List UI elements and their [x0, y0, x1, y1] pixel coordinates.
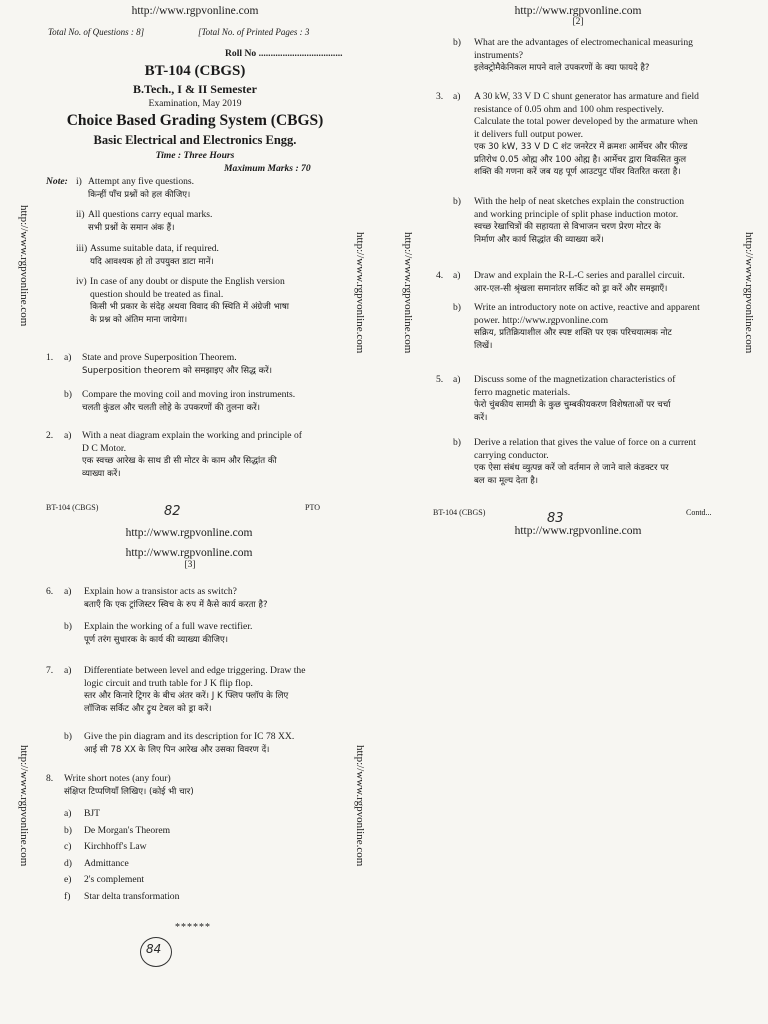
- q5a-text: Discuss some of the magnetization characteristics of ferro magnetic materials. फेरो चुंबकीय सामग्री के कुछ चुम्बकीयकरण विशेषताओं पर चर्चा करें।: [474, 374, 676, 423]
- subject-title: Basic Electrical and Electronics Engg.: [93, 133, 297, 147]
- page3-header-url: http://www.rgpvonline.com: [125, 527, 253, 539]
- note-4-num: iv): [76, 276, 87, 287]
- q6b-label: b): [64, 621, 72, 632]
- course-title: B.Tech., I & II Semester: [133, 82, 257, 96]
- vertical-url-right-top: http://www.rgpvonline.com: [743, 232, 755, 354]
- q5b-label: b): [453, 437, 461, 448]
- vertical-url-left-bottom: http://www.rgpvonline.com: [18, 745, 30, 867]
- short-note-item: e) 2's complement: [64, 874, 145, 885]
- total-questions: Total No. of Questions : 8]: [48, 27, 145, 37]
- vertical-url-center-bottom: http://www.rgpvonline.com: [354, 745, 366, 867]
- page2-header-url: http://www.rgpvonline.com: [514, 5, 642, 17]
- q8-number: 8.: [46, 773, 54, 784]
- q6a-label: a): [64, 586, 72, 597]
- q6a-text: Explain how a transistor acts as switch? बताएँ कि एक ट्रांजिस्टर स्विच के रुप में कैसे कार्य करता है?: [84, 586, 268, 610]
- vertical-url-center-left-top: http://www.rgpvonline.com: [354, 232, 366, 354]
- short-note-item: c) Kirchhoff's Law: [64, 841, 147, 852]
- note-1-text: Attempt any five questions. किन्हीं पाँच प्रश्नों को हल कीजिए।: [88, 176, 195, 200]
- q2a-label: a): [64, 430, 72, 441]
- q4a-text: Draw and explain the R-L-C series and parallel circuit. आर-एल-सी श्रृंखला समानांतर सर्किट को ड्रा करें और समझाएँ।: [474, 270, 685, 294]
- q2b-label: b): [453, 37, 461, 48]
- short-note-item: d) Admittance: [64, 857, 129, 869]
- q1b-label: b): [64, 389, 72, 400]
- q8-text: Write short notes (any four) संक्षिप्त टिप्पणियाँ लिखिए। (कोई भी चार): [64, 773, 194, 797]
- q1-number: 1.: [46, 352, 54, 363]
- q4b-text: Write an introductory note on active, reactive and apparent power. http://www.rgpvonline.com सक्रिय, प्रतिक्रियाशील और स्पष्ट शक्ति पर एक परिचयात्मक नोट लिखें।: [474, 302, 700, 351]
- note-2-text: All questions carry equal marks. सभी प्रश्नों के समान अंक हैं।: [88, 209, 213, 233]
- q3b-text: With the help of neat sketches explain the construction and working principle of split phase induction motor. स्वच्छ रेखाचित्रों की सहायता से विभाजन चरण प्रेरण मोटर के निर्माण और कार्य सिद्धांत की व्याख्या करें।: [474, 196, 685, 245]
- short-note-item: b) De Morgan's Theorem: [64, 824, 171, 836]
- q3a-label: a): [453, 91, 461, 102]
- vertical-url-center-right-top: http://www.rgpvonline.com: [402, 232, 414, 354]
- short-notes-list: [64, 808, 324, 907]
- note-label: Note:: [46, 176, 68, 187]
- q4-number: 4.: [436, 270, 444, 281]
- note-2-num: ii): [76, 209, 85, 220]
- q2-number: 2.: [46, 430, 54, 441]
- page2-footer-code: BT-104 (CBGS): [433, 508, 486, 517]
- q6-number: 6.: [46, 586, 54, 597]
- page3-handwritten-number: 84: [146, 942, 162, 956]
- page2-handwritten-number: 83: [547, 511, 564, 526]
- page2-footer-url: http://www.rgpvonline.com: [514, 525, 642, 537]
- note-3-text: Assume suitable data, if required. यदि आवश्यक हो तो उपयुक्त डाटा मानें।: [90, 243, 219, 267]
- short-note-item: a) BJT: [64, 808, 100, 819]
- q3a-text: A 30 kW, 33 V D C shunt generator has armature and field resistance of 0.05 ohm and 100 ohm respectively. Calculate the total power developed by the armature when it delivers full output power. एक 30 kW, 33 V D C शंट जनरेटर में क्रमशः आर्मेचर और फील्ड प्रतिरोध 0.05 ओह्म और 100 ओह्म है। आर्मेचर द्वारा विकसित कुल शक्ति की गणना करें जब यह पूर्ण आउटपुट पॉवर वितरित करता है।: [474, 91, 699, 177]
- q5b-text: Derive a relation that gives the value of force on a current carrying conductor. एक ऐसा संबंध व्युत्पन्न करें जो वर्तमान ले जाने वाले कंडक्टर पर बल का मूल्य देता है।: [474, 437, 696, 486]
- page2-number: [2]: [572, 17, 584, 27]
- page2-footer-contd: Contd...: [686, 508, 712, 517]
- page1-footer-pto: PTO: [305, 503, 320, 512]
- q7a-label: a): [64, 665, 72, 676]
- q7a-text: Differentiate between level and edge triggering. Draw the logic circuit and truth table for J K flip flop. स्तर और किनारे ट्रिगर के बीच अंतर करें। J K फ्लिप फ्लॉप के लिए लॉजिक सर्किट और ट्रुथ टेबल को ड्रा करें।: [84, 665, 306, 714]
- q7-number: 7.: [46, 665, 54, 676]
- q4a-label: a): [453, 270, 461, 281]
- exam-session: Examination, May 2019: [148, 98, 242, 109]
- vertical-url-left-top: http://www.rgpvonline.com: [18, 205, 30, 327]
- q3b-label: b): [453, 196, 461, 207]
- q2a-text: With a neat diagram explain the working and principle of D C Motor. एक स्वच्छ आरेख के साथ डी सी मोटर के काम और सिद्धांत की व्याख्या करें।: [82, 430, 302, 479]
- q7b-text: Give the pin diagram and its description for IC 78 XX. आई सी 78 XX के लिए पिन आरेख और उसका विवरण दें।: [84, 731, 295, 755]
- paper-code: BT-104 (CBGS): [144, 63, 246, 79]
- roll-no: Roll No ...................................: [225, 48, 343, 59]
- q7b-label: b): [64, 731, 72, 742]
- q3-number: 3.: [436, 91, 444, 102]
- q1b-text: Compare the moving coil and moving iron instruments. चलती कुंडल और चलती लोहे के उपकरणों की तुलना करें।: [82, 389, 296, 413]
- total-pages: [Total No. of Printed Pages : 3: [198, 27, 310, 37]
- end-of-paper-mark: ******: [175, 922, 211, 933]
- q1a-label: a): [64, 352, 72, 363]
- exam-time: Time : Three Hours: [155, 150, 235, 161]
- q2b-text: What are the advantages of electromechanical measuring instruments? इलेक्ट्रोमैकेनिकल मापने वाले उपकरणों के क्या फायदे है?: [474, 37, 693, 73]
- note-4-text: In case of any doubt or dispute the English version question should be treated as final. किसी भी प्रकार के संदेह अथवा विवाद की स्थिति में अंग्रेजी भाषा के प्रश्न को अंतिम माना जायेगा।: [90, 276, 290, 325]
- page1-header-url: http://www.rgpvonline.com: [131, 5, 259, 17]
- page1-footer-code: BT-104 (CBGS): [46, 503, 99, 512]
- grading-system: Choice Based Grading System (CBGS): [66, 112, 324, 129]
- maximum-marks: Maximum Marks : 70: [224, 163, 311, 174]
- page3-second-url: http://www.rgpvonline.com: [125, 547, 253, 559]
- q4b-label: b): [453, 302, 461, 313]
- q6b-text: Explain the working of a full wave rectifier. पूर्ण तरंग सुधारक के कार्य की व्याख्या कीजिए।: [84, 621, 253, 645]
- page3-number: [3]: [184, 560, 196, 570]
- page1-handwritten-number: 82: [164, 504, 181, 519]
- q5-number: 5.: [436, 374, 444, 385]
- q5a-label: a): [453, 374, 461, 385]
- q1a-text: State and prove Superposition Theorem. Superposition theorem को समझाइए और सिद्ध करें।: [82, 352, 273, 376]
- note-3-num: iii): [76, 243, 88, 254]
- note-1-num: i): [76, 176, 82, 187]
- short-note-item: f) Star delta transformation: [64, 890, 180, 902]
